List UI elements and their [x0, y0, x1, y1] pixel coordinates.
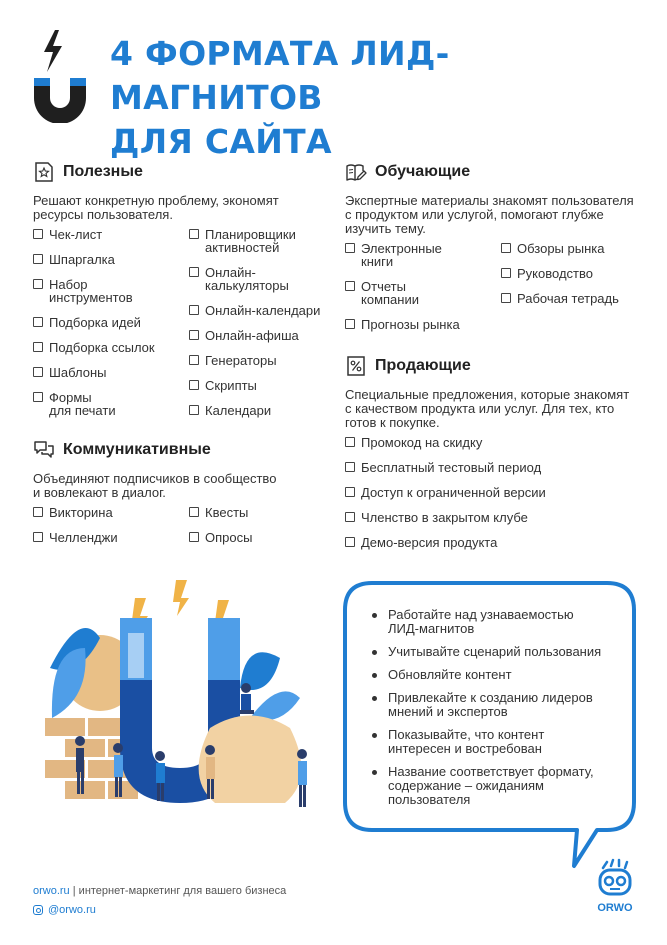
orwo-logo	[593, 858, 637, 918]
percent-tag-icon	[345, 355, 367, 377]
tips-list	[372, 608, 627, 816]
checklist-item[interactable]	[345, 436, 641, 449]
section-communicative-title: Коммуникативные	[63, 441, 211, 458]
label-line: Набор	[49, 277, 88, 292]
checklist-item[interactable]	[345, 318, 501, 331]
checklist-column-1	[345, 436, 641, 561]
checklist-column-1	[33, 506, 189, 556]
star-document-icon	[33, 161, 55, 183]
section-selling	[345, 354, 645, 561]
checklist-item[interactable]	[33, 391, 189, 417]
checklist-item-label: Доступ к ограниченной версии	[361, 485, 546, 500]
checklist-item-label: Генераторы	[205, 353, 277, 368]
checkbox[interactable]	[33, 317, 43, 327]
checklist-item-label: Бесплатный тестовый период	[361, 460, 542, 475]
checklist-item[interactable]	[501, 267, 641, 280]
label-line: книги	[361, 254, 394, 269]
page-header	[30, 28, 650, 161]
checklist-item[interactable]	[33, 341, 189, 354]
checklist-item-label: Прогнозы рынка	[361, 317, 460, 332]
checklist-item[interactable]	[345, 280, 501, 306]
label-line: инструментов	[49, 290, 133, 305]
checklist-item-label: Членство в закрытом клубе	[361, 510, 528, 525]
section-communicative-description	[33, 472, 333, 500]
label-line: активностей	[205, 240, 280, 255]
checklist-column-2	[189, 228, 329, 429]
tip-line: пользователя	[388, 792, 471, 807]
label-line: калькуляторы	[205, 278, 289, 293]
tip-item	[372, 728, 627, 756]
tip-item	[372, 765, 627, 807]
section-communicative-checklist	[33, 506, 333, 556]
section-useful-checklist	[33, 228, 333, 429]
checklist-item[interactable]	[33, 531, 189, 544]
section-selling-description	[345, 388, 645, 430]
checkbox[interactable]	[345, 281, 355, 291]
logo-wordmark: ORWO	[597, 902, 633, 914]
checkbox[interactable]	[345, 537, 355, 547]
checklist-item[interactable]	[345, 511, 641, 524]
description-line: с качеством продукта или услуг. Для тех, кто	[345, 401, 615, 416]
checklist-item[interactable]	[33, 316, 189, 329]
label-line: для печати	[49, 403, 116, 418]
tip-item	[372, 668, 627, 682]
checklist-item[interactable]	[501, 242, 641, 255]
checkbox[interactable]	[189, 507, 199, 517]
checkbox[interactable]	[189, 532, 199, 542]
checklist-item[interactable]	[189, 354, 329, 367]
tip-line: Учитывайте сценарий пользования	[388, 644, 602, 659]
checklist-item-label: Викторина	[49, 505, 113, 520]
checkbox[interactable]	[33, 532, 43, 542]
label-line: компании	[361, 292, 419, 307]
checklist-item-label	[361, 242, 442, 268]
tip-line: ЛИД-магнитов	[388, 621, 475, 636]
description-line: Объединяют подписчиков в сообщество	[33, 471, 277, 486]
checkbox[interactable]	[189, 229, 199, 239]
section-useful-description	[33, 194, 333, 222]
label-line: Отчеты	[361, 279, 406, 294]
checklist-item[interactable]	[345, 486, 641, 499]
checkbox[interactable]	[33, 392, 43, 402]
description-line: изучить тему.	[345, 221, 426, 236]
instagram-link[interactable]: @orwo.ru	[48, 904, 96, 916]
checklist-item-label: Скрипты	[205, 378, 257, 393]
checklist-item-label: Опросы	[205, 530, 253, 545]
section-useful-title: Полезные	[63, 163, 143, 180]
tip-line: Привлекайте к созданию лидеров	[388, 690, 593, 705]
tip-line: Показывайте, что контент	[388, 727, 545, 742]
section-useful-header	[33, 160, 333, 184]
footer-separator: |	[72, 885, 76, 897]
checkbox[interactable]	[33, 279, 43, 289]
checkbox[interactable]	[33, 507, 43, 517]
section-selling-checklist	[345, 436, 645, 561]
checklist-item-label: Промокод на скидку	[361, 435, 483, 450]
checkbox[interactable]	[501, 243, 511, 253]
checkbox[interactable]	[345, 462, 355, 472]
section-useful	[33, 160, 333, 429]
checklist-item-label: Календари	[205, 403, 272, 418]
checklist-item[interactable]	[189, 531, 329, 544]
checklist-item[interactable]	[33, 278, 189, 304]
description-line: Специальные предложения, которые знакомят	[345, 387, 630, 402]
checklist-item-label	[205, 266, 289, 292]
checkbox[interactable]	[189, 355, 199, 365]
checklist-item[interactable]	[33, 506, 189, 519]
magnet-illustration	[40, 578, 330, 833]
label-line: Электронные	[361, 241, 442, 256]
description-line: Экспертные материалы знакомят пользователя	[345, 193, 634, 208]
checklist-item[interactable]	[189, 329, 329, 342]
checkbox[interactable]	[189, 305, 199, 315]
checklist-item-label: Обзоры рынка	[517, 241, 605, 256]
checklist-item-label: Подборка идей	[49, 315, 141, 330]
page-title-line-2: ДЛЯ САЙТА	[110, 122, 332, 161]
checkbox[interactable]	[33, 254, 43, 264]
checkbox[interactable]	[345, 243, 355, 253]
checklist-column-1	[33, 228, 189, 429]
label-line: Планировщики	[205, 227, 296, 242]
checklist-item[interactable]	[189, 228, 329, 254]
checklist-item-label: Подборка ссылок	[49, 340, 155, 355]
checklist-item-label	[49, 278, 133, 304]
instagram-icon	[33, 905, 43, 915]
checkbox[interactable]	[33, 229, 43, 239]
checklist-item[interactable]	[189, 404, 329, 417]
checklist-item-label: Чек-лист	[49, 227, 103, 242]
section-educational	[345, 160, 645, 343]
tip-item	[372, 645, 627, 659]
label-line: Формы	[49, 390, 92, 405]
section-selling-title: Продающие	[375, 357, 471, 374]
checklist-item[interactable]	[33, 366, 189, 379]
checkbox[interactable]	[189, 405, 199, 415]
checklist-item-label	[361, 280, 419, 306]
checkbox[interactable]	[345, 437, 355, 447]
tip-item	[372, 608, 627, 636]
checklist-item-label: Рабочая тетрадь	[517, 291, 619, 306]
site-link[interactable]: orwo.ru	[33, 885, 70, 897]
footer-tagline: интернет-маркетинг для вашего бизнеса	[78, 885, 287, 897]
section-educational-checklist	[345, 242, 645, 343]
checklist-item-label: Руководство	[517, 266, 593, 281]
checkbox[interactable]	[33, 342, 43, 352]
checklist-item[interactable]	[33, 253, 189, 266]
page-title	[110, 32, 650, 164]
footer-row-2	[33, 904, 286, 916]
checklist-item-label: Челленджи	[49, 530, 118, 545]
checklist-item-label: Шаблоны	[49, 365, 107, 380]
section-educational-header	[345, 160, 645, 184]
tips-bubble	[342, 580, 637, 870]
tip-line: мнений и экспертов	[388, 704, 508, 719]
checklist-item-label: Онлайн-календари	[205, 303, 321, 318]
checklist-item[interactable]	[189, 379, 329, 392]
checkbox[interactable]	[189, 330, 199, 340]
page-title-line-1: 4 ФОРМАТА ЛИД-МАГНИТОВ	[110, 34, 450, 117]
checklist-item[interactable]	[345, 536, 641, 549]
label-line: Онлайн-	[205, 265, 256, 280]
checklist-item-label	[205, 228, 296, 254]
checklist-item[interactable]	[189, 266, 329, 292]
page-footer	[33, 885, 286, 916]
checkbox[interactable]	[345, 512, 355, 522]
description-line: и вовлекают в диалог.	[33, 485, 166, 500]
checklist-item[interactable]	[189, 304, 329, 317]
checklist-item[interactable]	[501, 292, 641, 305]
description-line: ресурсы пользователя.	[33, 207, 173, 222]
checkbox[interactable]	[189, 380, 199, 390]
checkbox[interactable]	[345, 319, 355, 329]
section-educational-description	[345, 194, 645, 236]
checkbox[interactable]	[33, 367, 43, 377]
section-communicative-header	[33, 438, 333, 462]
section-educational-title: Обучающие	[375, 163, 471, 180]
chat-bubbles-icon	[33, 439, 55, 461]
checkbox[interactable]	[501, 268, 511, 278]
checkbox[interactable]	[189, 267, 199, 277]
checkbox[interactable]	[345, 487, 355, 497]
checklist-item[interactable]	[345, 461, 641, 474]
tip-line: интересен и востребован	[388, 741, 542, 756]
checklist-item[interactable]	[33, 228, 189, 241]
tip-line: содержание – ожиданиям	[388, 778, 544, 793]
tip-line: Обновляйте контент	[388, 667, 512, 682]
tip-item	[372, 691, 627, 719]
checklist-column-1	[345, 242, 501, 343]
checklist-column-2	[189, 506, 329, 556]
checklist-item[interactable]	[345, 242, 501, 268]
checklist-column-2	[501, 242, 641, 343]
book-pencil-icon	[345, 161, 367, 183]
magnet-lightning-icon	[30, 28, 90, 123]
section-communicative	[33, 438, 333, 556]
checkbox[interactable]	[501, 293, 511, 303]
footer-row-1	[33, 885, 286, 897]
checklist-item-label: Демо-версия продукта	[361, 535, 498, 550]
checklist-item-label: Шпаргалка	[49, 252, 115, 267]
checklist-item-label	[49, 391, 116, 417]
description-line: Решают конкретную проблему, экономят	[33, 193, 279, 208]
description-line: готов к покупке.	[345, 415, 440, 430]
description-line: с продуктом или услугой, помогают глубже	[345, 207, 604, 222]
tip-line: Название соответствует формату,	[388, 764, 594, 779]
checklist-item[interactable]	[189, 506, 329, 519]
tip-line: Работайте над узнаваемостью	[388, 607, 574, 622]
section-selling-header	[345, 354, 645, 378]
checklist-item-label: Квесты	[205, 505, 249, 520]
robot-mascot-icon	[593, 858, 637, 902]
checklist-item-label: Онлайн-афиша	[205, 328, 299, 343]
